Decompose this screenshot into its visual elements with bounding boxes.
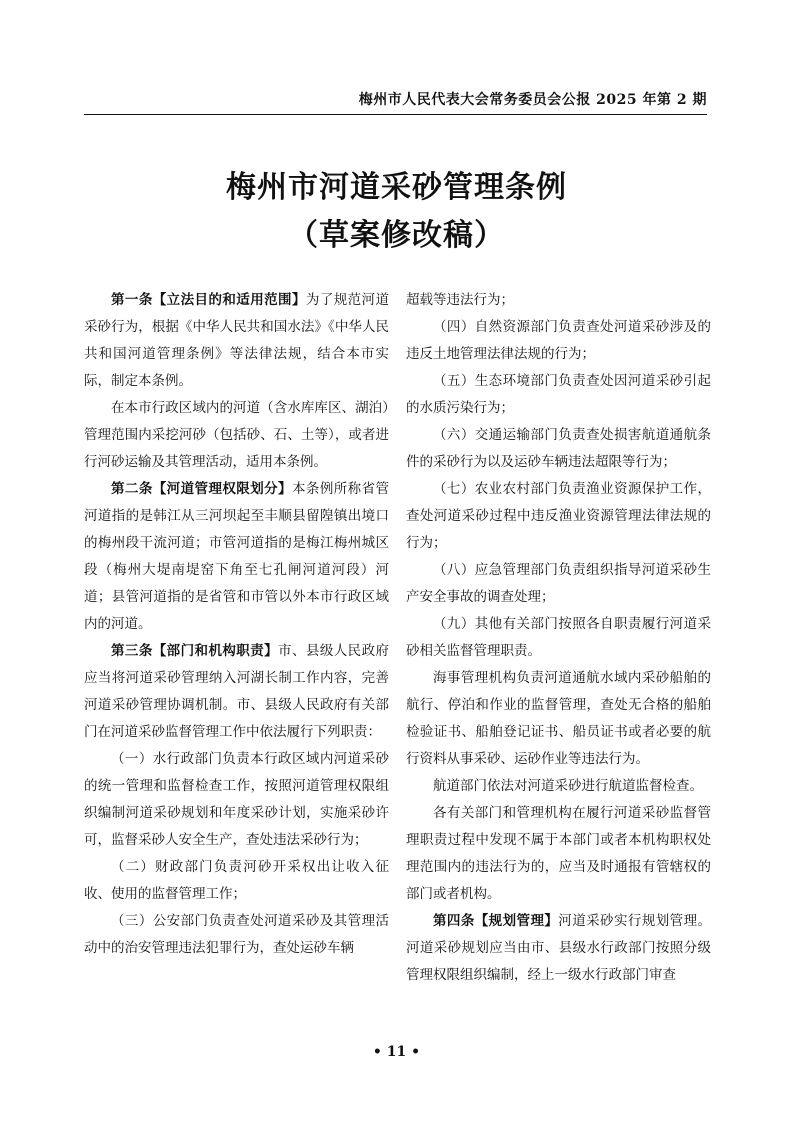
paragraph <box>84 638 389 746</box>
paragraph <box>406 611 711 665</box>
paragraph-text: （九）其他有关部门按照各自职责履行河道采砂相关监督管理职责。 <box>406 616 711 659</box>
paragraph-text: 为了规范河道采砂行为，根据《中华人民共和国水法》《中华人民共和国河道管理条例》等法律法规，结合本市实际，制定本条例。 <box>84 292 390 389</box>
paragraph-text: 市、县级人民政府应当将河道采砂管理纳入河湖长制工作内容，完善河道采砂管理协调机制。市、县级人民政府有关部门在河道采砂监督管理工作中依法履行下列职责： <box>84 643 390 740</box>
paragraph <box>84 746 389 854</box>
paragraph <box>406 314 711 368</box>
paragraph <box>406 368 711 422</box>
paragraph <box>406 557 711 611</box>
article-heading: 第四条【规划管理】 <box>433 913 559 929</box>
paragraph-text: （八）应急管理部门负责组织指导河道采砂生产安全事故的调查处理； <box>406 562 711 605</box>
paragraph-text: （二）财政部门负责河砂开采权出让收入征收、使用的监督管理工作； <box>84 859 389 902</box>
paragraph <box>84 854 389 908</box>
right-column <box>406 287 711 989</box>
paragraph-text: 在本市行政区域内的河道（含水库库区、湖泊）管理范围内采挖河砂（包括砂、石、土等），或者进行河砂运输及其管理活动，适用本条例。 <box>84 400 389 470</box>
paragraph-text: 河道采砂实行规划管理。河道采砂规划应当由市、县级水行政部门按照分级管理权限组织编制，经上一级水行政部门审查 <box>406 913 712 983</box>
paragraph-text: 超载等违法行为； <box>406 292 514 308</box>
paragraph <box>406 287 711 314</box>
document-title: 梅州市河道采砂管理条例 <box>226 170 567 205</box>
left-column <box>84 287 389 962</box>
paragraph-text: 海事管理机构负责河道通航水域内采砂船舶的航行、停泊和作业的监督管理，查处无合格的船舶检验证书、船舶登记证书、船员证书或者必要的航行资料从事采砂、运砂作业等违法行为。 <box>406 670 711 767</box>
paragraph-text: 航道部门依法对河道采砂进行航道监督检查。 <box>433 778 703 794</box>
document-subtitle: （草案修改稿） <box>288 218 505 253</box>
article-heading: 第三条【部门和机构职责】 <box>111 643 279 659</box>
paragraph-text: （七）农业农村部门负责渔业资源保护工作，查处河道采砂过程中违反渔业资源管理法律法规的行为； <box>406 481 711 551</box>
paragraph <box>84 395 389 476</box>
paragraph <box>84 476 389 638</box>
paragraph-text: 本条例所称省管河道指的是韩江从三河坝起至丰顺县留隍镇出境口的梅州段干流河道；市管河道指的是梅江梅州城区段（梅州大堤南堤窑下角至七孔闸河道河段）河道；县管河道指的是省管和市管以外本市行政区域内的河道。 <box>84 481 390 632</box>
paragraph-text: （五）生态环境部门负责查处因河道采砂引起的水质污染行为； <box>406 373 711 416</box>
paragraph-text: （三）公安部门负责查处河道采砂及其管理活动中的治安管理违法犯罪行为，查处运砂车辆 <box>84 913 389 956</box>
paragraph-text: （四）自然资源部门负责查处河道采砂涉及的违反土地管理法律法规的行为； <box>406 319 711 362</box>
paragraph <box>406 908 711 989</box>
article-heading: 第二条【河道管理权限划分】 <box>111 481 292 497</box>
paragraph-text: 各有关部门和管理机构在履行河道采砂监督管理职责过程中发现不属于本部门或者本机构职权处理范围内的违法行为的，应当及时通报有管辖权的部门或者机构。 <box>406 805 711 902</box>
paragraph-text: （六）交通运输部门负责查处损害航道通航条件的采砂行为以及运砂车辆违法超限等行为； <box>406 427 711 470</box>
paragraph <box>406 665 711 773</box>
paragraph <box>406 476 711 557</box>
header-divider <box>84 114 707 115</box>
journal-header: 梅州市人民代表大会常务委员会公报 2025 年第 2 期 <box>358 92 707 108</box>
paragraph <box>84 287 389 395</box>
paragraph-text: （一）水行政部门负责本行政区域内河道采砂的统一管理和监督检查工作，按照河道管理权限组织编制河道采砂规划和年度采砂计划，实施采砂许可，监督采砂人安全生产，查处违法采砂行为； <box>84 751 389 848</box>
paragraph <box>406 800 711 908</box>
paragraph <box>84 908 389 962</box>
paragraph <box>406 773 711 800</box>
paragraph <box>406 422 711 476</box>
page-number: • 11 • <box>372 1044 421 1060</box>
article-heading: 第一条【立法目的和适用范围】 <box>111 292 306 308</box>
